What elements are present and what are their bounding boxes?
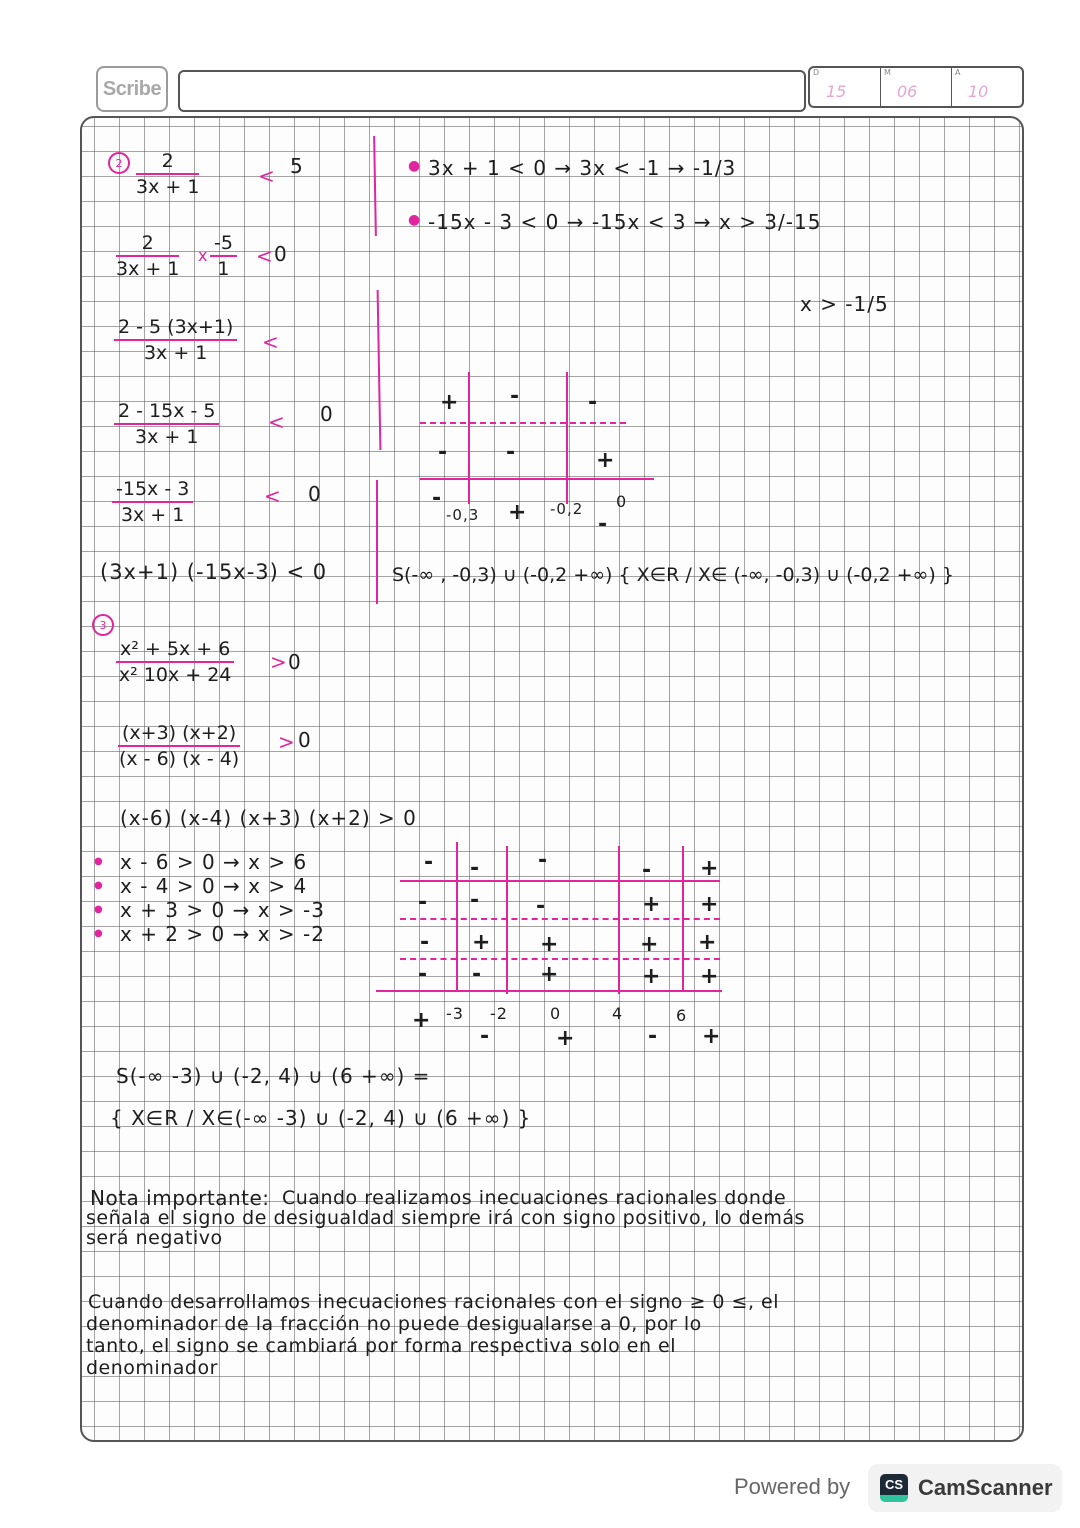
ex2-step1-op: < bbox=[258, 164, 276, 188]
ex2-step5-rhs: 0 bbox=[308, 482, 322, 506]
sign-chart-axis bbox=[420, 478, 654, 480]
date-year-label: A bbox=[955, 68, 961, 77]
fraction-bar bbox=[114, 339, 237, 341]
chart-point: -0,3 bbox=[446, 506, 480, 524]
date-month bbox=[881, 68, 952, 106]
camscanner-brand: CamScanner bbox=[918, 1475, 1053, 1500]
ex3-critical-3: x + 3 > 0 → x > -3 bbox=[120, 898, 325, 922]
sign: + bbox=[540, 932, 559, 957]
ex2-step5-num: -15x - 3 bbox=[116, 478, 190, 500]
ex2-step4-den: 3x + 1 bbox=[135, 426, 199, 448]
chart-point: 6 bbox=[676, 1006, 688, 1025]
ex2-step1-num: 2 bbox=[161, 150, 174, 172]
ex3-step1-num: x² + 5x + 6 bbox=[120, 638, 231, 660]
bullet-icon: ● bbox=[94, 880, 104, 891]
ex3-solution-line2: { X∈R / X∈(-∞ -3) ∪ (-2, 4) ∪ (6 +∞) } bbox=[110, 1106, 532, 1130]
ex2-step4-num: 2 - 15x - 5 bbox=[118, 400, 216, 422]
exercise-2-number: 2 bbox=[108, 152, 130, 174]
bullet-icon: ● bbox=[408, 212, 422, 228]
chart-point: 4 bbox=[612, 1004, 624, 1023]
ex2-step2-fraction-a bbox=[116, 232, 179, 280]
result-sign: - bbox=[480, 1024, 490, 1049]
fraction-bar bbox=[118, 745, 240, 747]
ex2-step2-fraction-b bbox=[210, 232, 237, 280]
sign: - bbox=[538, 848, 548, 873]
ex2-step2-rhs: 0 bbox=[274, 242, 288, 266]
ex2-step3-num: 2 - 5 (3x+1) bbox=[118, 316, 234, 338]
note1-line1: Cuando realizamos inecuaciones racionales donde bbox=[282, 1187, 787, 1209]
sign: + bbox=[700, 856, 719, 881]
ex2-step3-op: < bbox=[262, 330, 280, 354]
note2-line3: tanto, el signo se cambiará por forma respectiva solo en el bbox=[86, 1335, 676, 1357]
date-box bbox=[808, 66, 1024, 108]
ex3-step1-rhs: 0 bbox=[288, 650, 302, 674]
ex2-step5-fraction bbox=[112, 478, 193, 526]
ex2-step4-fraction bbox=[114, 400, 219, 448]
ex2-step2-num: 2 bbox=[141, 232, 154, 254]
chart-point: -2 bbox=[490, 1004, 508, 1023]
sign: + bbox=[698, 930, 717, 955]
ex2-critical-2: -15x - 3 < 0 → -15x < 3 → x > 3/-15 bbox=[428, 210, 822, 234]
result-sign: - bbox=[598, 512, 608, 537]
ex2-step1-rhs: 5 bbox=[290, 154, 304, 178]
ex3-step3-product: (x-6) (x-4) (x+3) (x+2) > 0 bbox=[120, 806, 417, 830]
sign-chart-line bbox=[566, 372, 568, 504]
sign: + bbox=[700, 964, 719, 989]
sign: + bbox=[640, 932, 659, 957]
date-month-value: 06 bbox=[897, 82, 918, 101]
sign: + bbox=[642, 964, 661, 989]
sign: - bbox=[470, 888, 480, 913]
ex2-step1-den: 3x + 1 bbox=[136, 176, 200, 198]
ex3-step2-num: (x+3) (x+2) bbox=[122, 722, 237, 744]
ex3-solution-line1: S(-∞ -3) ∪ (-2, 4) ∪ (6 +∞) = bbox=[116, 1064, 431, 1088]
ex2-step1-fraction bbox=[136, 150, 199, 198]
bullet-icon: ● bbox=[94, 904, 104, 915]
sign: + bbox=[540, 962, 559, 987]
chart-point: -3 bbox=[446, 1004, 464, 1023]
sign-chart-row-divider bbox=[400, 880, 720, 882]
ex3-step2-den: (x - 6) (x - 4) bbox=[118, 748, 240, 770]
sign: - bbox=[510, 384, 520, 409]
sign: - bbox=[470, 856, 480, 881]
exercise-3-number: 3 bbox=[92, 614, 114, 636]
ex2-step3-den: 3x + 1 bbox=[143, 342, 208, 364]
ex2-step5-den: 3x + 1 bbox=[120, 504, 185, 526]
sign-chart-line bbox=[456, 842, 458, 992]
fraction-bar bbox=[112, 501, 193, 503]
ex3-critical-1: x - 6 > 0 → x > 6 bbox=[120, 850, 308, 874]
sign-chart-row-divider bbox=[420, 422, 626, 424]
powered-by-label: Powered by bbox=[734, 1474, 851, 1499]
ex2-step2-num2: -5 bbox=[214, 232, 233, 254]
result-sign: + bbox=[508, 500, 527, 525]
ex2-critical-result: x > -1/5 bbox=[800, 292, 889, 316]
column-divider bbox=[376, 480, 378, 604]
chart-point: -0,2 bbox=[550, 500, 584, 518]
sign: + bbox=[596, 448, 615, 473]
sign: - bbox=[588, 390, 598, 415]
camscanner-logo-icon: CS bbox=[880, 1474, 908, 1502]
sign-chart-axis bbox=[376, 990, 722, 992]
note2-line1: Cuando desarrollamos inecuaciones racionales con el signo ≥ 0 ≤, el bbox=[88, 1291, 779, 1313]
result-sign: + bbox=[702, 1024, 721, 1049]
sign: - bbox=[642, 858, 652, 883]
fraction-bar bbox=[210, 255, 237, 257]
ex3-step2-fraction bbox=[118, 722, 240, 770]
ex2-solution: S(-∞ , -0,3) ∪ (-0,2 +∞) { X∈R / X∈ (-∞, -0,3) ∪ (-0,2 +∞) } bbox=[392, 564, 954, 586]
title-field bbox=[178, 70, 806, 112]
ex2-step2-den: 3x + 1 bbox=[116, 258, 180, 280]
sign: - bbox=[424, 850, 434, 875]
sign-chart-line bbox=[618, 846, 620, 994]
ex2-step2-den2: 1 bbox=[217, 258, 230, 280]
result-sign: + bbox=[412, 1008, 431, 1033]
ex2-step3-fraction bbox=[114, 316, 237, 364]
ex2-step6-product: (3x+1) (-15x-3) < 0 bbox=[100, 560, 328, 584]
date-year bbox=[952, 68, 1022, 106]
fraction-bar bbox=[116, 255, 179, 257]
chart-point: 0 bbox=[616, 492, 628, 511]
sign: + bbox=[440, 390, 459, 415]
ex3-critical-4: x + 2 > 0 → x > -2 bbox=[120, 922, 325, 946]
date-day-value: 15 bbox=[826, 82, 847, 101]
sign: + bbox=[642, 892, 661, 917]
note-label: Nota importante: bbox=[90, 1186, 270, 1210]
ex2-step4-op: < bbox=[268, 410, 286, 434]
result-sign: + bbox=[556, 1026, 575, 1051]
note2-line2: denominador de la fracción no puede desigualarse a 0, por lo bbox=[86, 1313, 702, 1335]
ex3-step2-op: > bbox=[278, 730, 296, 754]
sign: - bbox=[418, 890, 428, 915]
result-sign: - bbox=[432, 486, 442, 511]
note1-line2: señala el signo de desigualdad siempre irá con signo positivo, lo demás bbox=[86, 1207, 805, 1229]
sign-chart-row-divider bbox=[400, 958, 720, 960]
sign: - bbox=[506, 440, 516, 465]
sign: - bbox=[536, 894, 546, 919]
ex2-step4-rhs: 0 bbox=[320, 402, 334, 426]
bullet-icon: ● bbox=[94, 856, 104, 867]
result-sign: - bbox=[648, 1024, 658, 1049]
camscanner-badge bbox=[868, 1464, 1062, 1512]
sign: - bbox=[418, 962, 428, 987]
fraction-bar bbox=[114, 423, 219, 425]
fraction-bar bbox=[136, 173, 199, 175]
fraction-bar bbox=[116, 661, 234, 663]
ex3-step1-fraction bbox=[116, 638, 234, 686]
sign: + bbox=[472, 930, 491, 955]
bullet-icon: ● bbox=[94, 928, 104, 939]
sign: - bbox=[438, 440, 448, 465]
bullet-icon: ● bbox=[408, 158, 422, 174]
sign: - bbox=[472, 962, 482, 987]
ex2-critical-1: 3x + 1 < 0 → 3x < -1 → -1/3 bbox=[428, 156, 737, 180]
sign: + bbox=[700, 892, 719, 917]
date-day-label: D bbox=[813, 68, 820, 77]
ex2-step2-op: < bbox=[256, 244, 274, 268]
ex3-step1-op: > bbox=[270, 650, 288, 674]
sign-chart-line bbox=[506, 846, 508, 994]
sign-chart-line bbox=[468, 372, 470, 504]
note2-line4: denominador bbox=[86, 1357, 218, 1379]
ex2-step5-op: < bbox=[264, 484, 282, 508]
ex3-step2-rhs: 0 bbox=[298, 728, 312, 752]
ex3-critical-2: x - 4 > 0 → x > 4 bbox=[120, 874, 308, 898]
date-day bbox=[810, 68, 881, 106]
ex3-step1-den: x² 10x + 24 bbox=[118, 664, 232, 686]
sign-chart-row-divider bbox=[400, 918, 720, 920]
sign: - bbox=[420, 930, 430, 955]
date-year-value: 10 bbox=[968, 82, 989, 101]
date-month-label: M bbox=[884, 68, 891, 77]
note1-line3: será negativo bbox=[86, 1227, 223, 1249]
scribe-logo: Scribe bbox=[96, 66, 168, 112]
chart-point: 0 bbox=[550, 1004, 562, 1023]
ex2-step2-times: x bbox=[198, 246, 209, 265]
